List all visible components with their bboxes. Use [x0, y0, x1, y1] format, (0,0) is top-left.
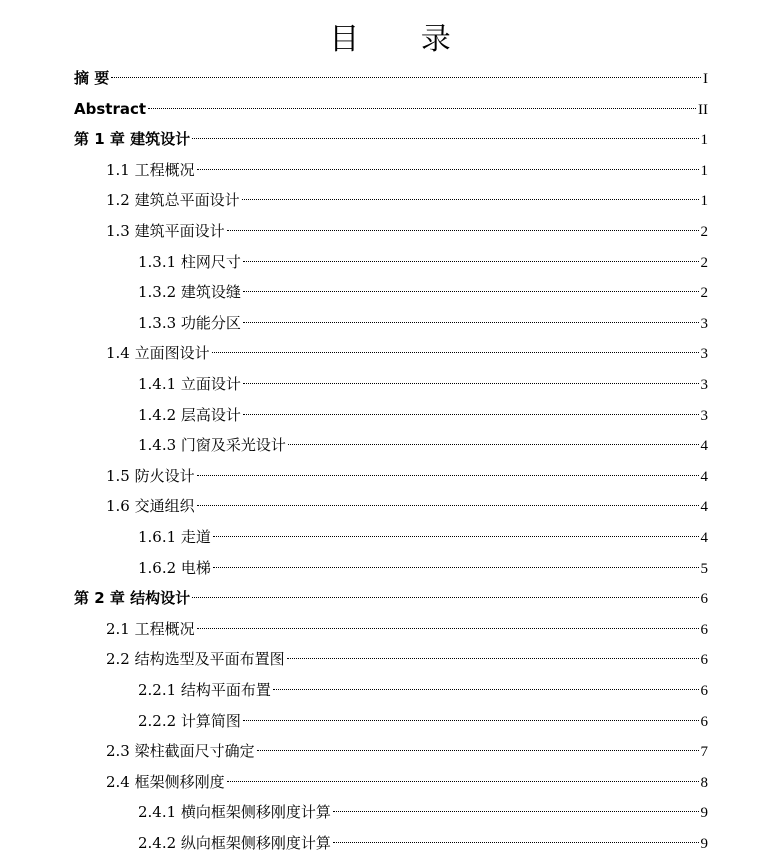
toc-page-number: 1: [700, 132, 708, 149]
toc-entry-title: 1.6.2 电梯: [138, 558, 211, 577]
toc-entry[interactable]: [106, 736, 708, 766]
toc-entry[interactable]: [74, 124, 708, 154]
toc-dot-leader: [243, 383, 699, 384]
toc-entry[interactable]: [138, 675, 708, 705]
toc-page-number: 6: [700, 652, 708, 669]
toc-entry[interactable]: [138, 797, 708, 827]
toc-entry[interactable]: [106, 614, 708, 644]
toc-page-number: 1: [700, 162, 708, 179]
toc-page-number: II: [698, 101, 708, 118]
toc-dot-leader: [243, 414, 699, 415]
toc-entry-title: 2.2.1 结构平面布置: [138, 681, 271, 699]
toc-entry[interactable]: [138, 706, 708, 736]
toc-entry[interactable]: [106, 155, 708, 185]
toc-dot-leader: [197, 505, 699, 506]
toc-entry[interactable]: [74, 94, 708, 124]
toc-dot-leader: [273, 689, 699, 690]
toc-entry-title: 1.5 防火设计: [106, 466, 195, 485]
toc-entry-title: 1.6 交通组织: [106, 497, 195, 516]
toc-entry[interactable]: [138, 308, 708, 338]
toc-entry[interactable]: [138, 247, 708, 277]
toc-entry-title: 1.4 立面图设计: [106, 344, 210, 363]
toc-dot-leader: [212, 352, 699, 353]
toc-dot-leader: [243, 291, 699, 292]
toc-page-number: 2: [700, 285, 708, 302]
toc-dot-leader: [192, 597, 698, 598]
toc-entry[interactable]: [106, 767, 708, 797]
toc-dot-leader: [243, 720, 699, 721]
toc-entry-title: 1.3.3 功能分区: [138, 313, 241, 332]
toc-dot-leader: [192, 138, 698, 139]
toc-dot-leader: [213, 567, 699, 568]
toc-entry-title: 2.4.2 纵向框架侧移刚度计算: [138, 834, 331, 852]
toc-entry-title: 1.4.2 层高设计: [138, 405, 241, 424]
toc-page-number: 9: [700, 836, 708, 852]
toc-page-number: 3: [700, 377, 708, 393]
toc-entry[interactable]: [106, 461, 708, 491]
toc-page-number: 4: [700, 499, 708, 516]
toc-page-number: 2: [700, 224, 708, 240]
toc-entry-title: 2.4.1 横向框架侧移刚度计算: [138, 803, 331, 822]
toc-dot-leader: [227, 781, 699, 782]
toc-dot-leader: [197, 475, 699, 476]
toc-page-number: 3: [700, 407, 708, 424]
toc-page-number: 6: [700, 621, 708, 638]
toc-dot-leader: [333, 842, 699, 843]
toc-entry-title: 1.2 建筑总平面设计: [106, 191, 240, 210]
toc-dot-leader: [243, 322, 699, 323]
toc-page-number: 4: [700, 468, 708, 485]
toc-entry-title: 2.4 框架侧移刚度: [106, 772, 225, 791]
toc-entry[interactable]: [138, 430, 708, 460]
toc-entry-title: 1.3.2 建筑设缝: [138, 283, 241, 302]
toc-dot-leader: [197, 169, 699, 170]
toc-entry[interactable]: [106, 644, 708, 674]
toc-page-number: 6: [700, 713, 708, 730]
toc-entry-title: 1.4.3 门窗及采光设计: [138, 436, 286, 455]
toc-entry[interactable]: [106, 216, 708, 246]
toc-entry-title: 1.3 建筑平面设计: [106, 222, 225, 240]
toc-entry-title: 1.3.1 柱网尺寸: [138, 252, 241, 271]
toc-dot-leader: [243, 261, 699, 262]
toc-entry-title: Abstract: [74, 99, 147, 118]
toc-entry[interactable]: [138, 553, 708, 583]
toc-entry[interactable]: [138, 277, 708, 307]
toc-entry-title: 摘 要: [74, 69, 110, 87]
toc-dot-leader: [288, 444, 699, 445]
toc-dot-leader: [333, 811, 699, 812]
toc-page-number: 8: [700, 774, 708, 791]
toc-page-number: 2: [700, 254, 708, 271]
toc-page-number: 5: [700, 560, 708, 577]
toc-entry-title: 2.1 工程概况: [106, 619, 195, 638]
toc-entry[interactable]: [74, 583, 708, 613]
toc-page-number: 7: [700, 744, 708, 761]
toc-entry-title: 1.1 工程概况: [106, 160, 195, 179]
toc-dot-leader: [287, 658, 699, 659]
toc-page-number: 4: [700, 438, 708, 455]
toc-page-number: 6: [700, 591, 708, 608]
toc-entry-title: 第 1 章 建筑设计: [74, 130, 191, 149]
toc-entry[interactable]: [138, 400, 708, 430]
toc-dot-leader: [242, 199, 699, 200]
toc-dot-leader: [257, 750, 699, 751]
toc-page-number: 3: [700, 315, 708, 332]
toc-entry-title: 1.4.1 立面设计: [138, 375, 241, 393]
toc-entry-title: 1.6.1 走道: [138, 528, 211, 546]
toc-entry[interactable]: [74, 63, 708, 93]
toc-entry[interactable]: [106, 338, 708, 368]
toc-page-number: 9: [700, 805, 708, 822]
toc-entry-title: 2.2.2 计算简图: [138, 711, 241, 730]
toc-entry-title: 2.2 结构选型及平面布置图: [106, 650, 285, 669]
toc-page-number: 4: [700, 530, 708, 546]
toc-dot-leader: [227, 230, 699, 231]
toc-page-number: 6: [700, 683, 708, 699]
toc-page-number: 3: [700, 346, 708, 363]
toc-dot-leader: [213, 536, 699, 537]
toc-page-number: I: [703, 71, 708, 87]
toc-entry-title: 第 2 章 结构设计: [74, 589, 191, 608]
toc-entry[interactable]: [138, 369, 708, 399]
toc-dot-leader: [111, 77, 701, 78]
toc-entry[interactable]: [138, 828, 708, 858]
toc-entry[interactable]: [106, 185, 708, 215]
toc-page-number: 1: [700, 193, 708, 210]
toc-dot-leader: [148, 108, 696, 109]
toc-entry-title: 2.3 梁柱截面尺寸确定: [106, 742, 255, 761]
toc-dot-leader: [197, 628, 699, 629]
toc-entry[interactable]: [106, 491, 708, 521]
toc-entry[interactable]: [138, 522, 708, 552]
page-title: 目 录: [329, 22, 477, 57]
